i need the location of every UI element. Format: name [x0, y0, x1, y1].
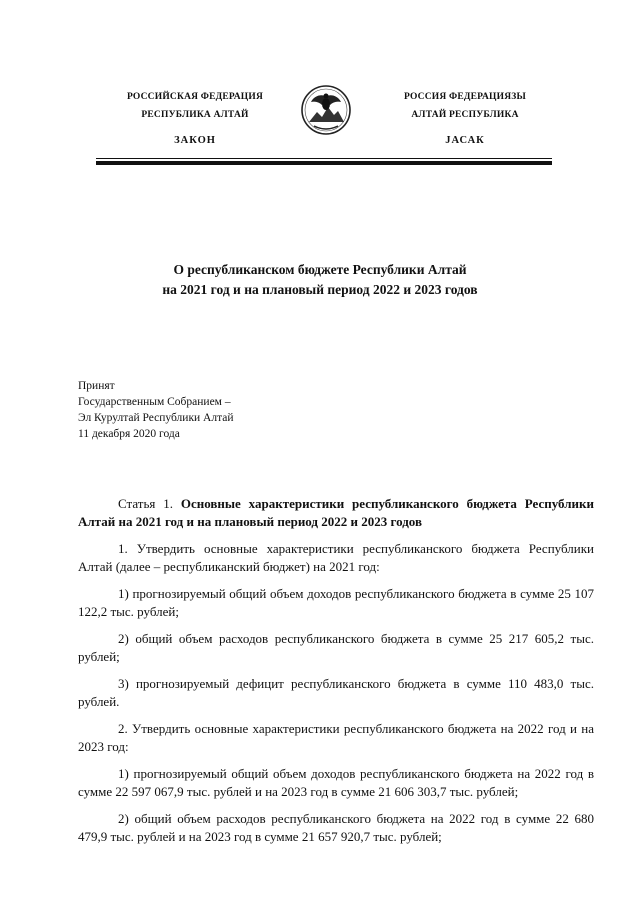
header-left-doc-type: ЗАКОН — [174, 135, 216, 146]
law-title-line1: О республиканском бюджете Республики Алтай — [173, 262, 467, 277]
article-1-paragraph-1: 1. Утвердить основные характеристики республиканского бюджета Республики Алтай (далее – республиканский бюджет) на 2021 год: — [78, 541, 594, 574]
article-1-paragraph-2: 2. Утвердить основные характеристики республиканского бюджета на 2022 год и на 2023 год: — [78, 721, 594, 754]
header-right-republic: АЛТАЙ РЕСПУБЛИКА — [411, 110, 519, 120]
accepted-line2: Государственным Собранием – — [78, 396, 231, 408]
article-1 — [78, 495, 594, 855]
header-divider-thin — [96, 158, 552, 159]
article-1-paragraph-2-item-2: 2) общий объем расходов республиканского бюджета на 2022 год в сумме 22 680 479,9 тыс. рублей и на 2023 год в сумме 21 657 920,7 тыс. рублей; — [78, 811, 594, 844]
accepted-block — [78, 378, 234, 442]
accepted-date: 11 декабря 2020 года — [78, 428, 180, 440]
accepted-line1: Принят — [78, 380, 115, 392]
article-1-title: Основные характеристики республиканского бюджета Республики Алтай на 2021 год и на плановый период 2022 и 2023 годов — [78, 496, 594, 529]
header-left-country: РОССИЙСКАЯ ФЕДЕРАЦИЯ — [126, 92, 264, 102]
law-title — [80, 260, 560, 300]
header-right-country: РОССИЯ ФЕДЕРАЦИЯЗЫ — [404, 92, 526, 102]
header-left-republic: РЕСПУБЛИКА АЛТАЙ — [141, 110, 249, 120]
article-1-paragraph-1-item-3: 3) прогнозируемый дефицит республиканского бюджета в сумме 110 483,0 тыс. рублей. — [78, 676, 594, 709]
article-1-paragraph-1-item-1: 1) прогнозируемый общий объем доходов республиканского бюджета в сумме 25 107 122,2 тыс. рублей; — [78, 586, 594, 619]
article-1-paragraph-1-item-2: 2) общий объем расходов республиканского бюджета в сумме 25 217 605,2 тыс. рублей; — [78, 631, 594, 664]
altai-republic-coat-of-arms-icon — [300, 82, 352, 138]
article-1-paragraph-2-item-1: 1) прогнозируемый общий объем доходов республиканского бюджета на 2022 год в сумме 22 597 067,9 тыс. рублей и на 2023 год в сумме 21 606 303,7 тыс. рублей; — [78, 766, 594, 799]
article-1-heading — [78, 495, 594, 531]
law-title-line2: на 2021 год и на плановый период 2022 и 2023 годов — [162, 282, 478, 297]
accepted-line3: Эл Курултай Республики Алтай — [78, 412, 234, 424]
header-divider-thick — [96, 161, 552, 165]
article-1-label: Статья 1. — [118, 496, 173, 511]
header-right-doc-type: ЈАСАК — [445, 135, 485, 146]
